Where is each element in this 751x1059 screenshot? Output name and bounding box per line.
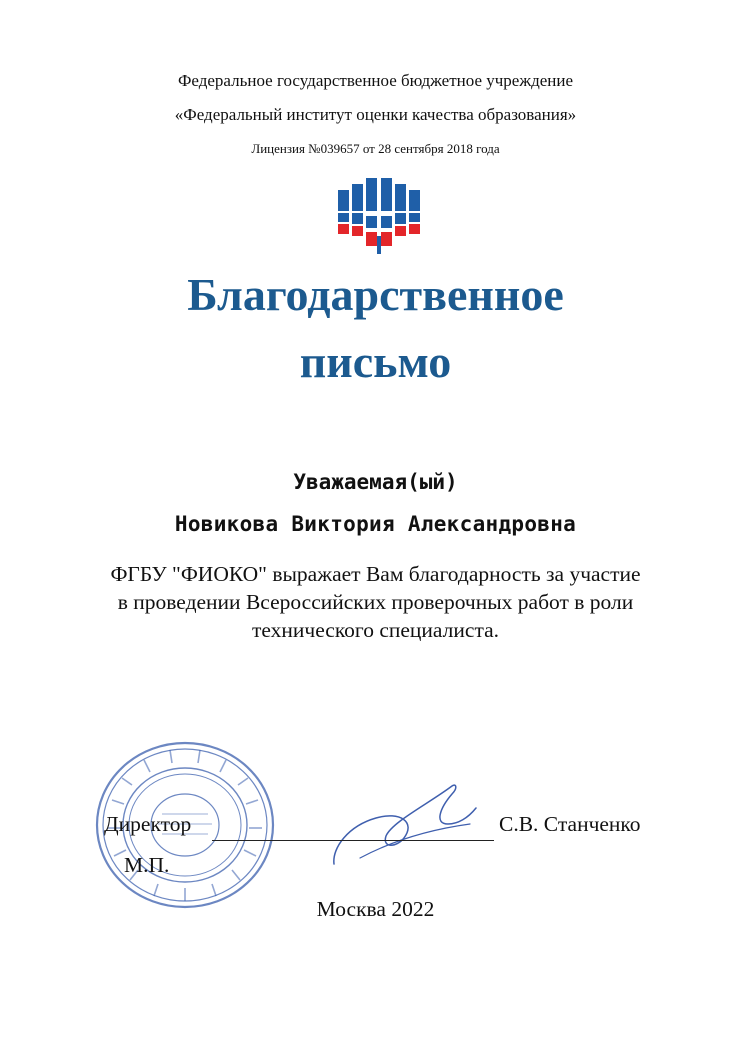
- organization-line-2: «Федеральный институт оценки качества образования»: [174, 105, 577, 124]
- license-line: Лицензия №039657 от 28 сентября 2018 года: [251, 141, 500, 156]
- recipient-name: Новикова Виктория Александровна: [174, 512, 577, 536]
- body-line-2: в проведении Всероссийских проверочных работ в роли: [117, 590, 634, 614]
- body-line-3: технического специалиста.: [251, 618, 500, 642]
- city-year: Москва 2022: [316, 897, 435, 921]
- seal-mark-label: М.П.: [124, 853, 170, 877]
- document-title-line-2: письмо: [299, 336, 452, 387]
- greeting: Уважаемая(ый): [293, 470, 458, 494]
- document-title-line-1: Благодарственное: [187, 269, 564, 320]
- director-label: Директор: [104, 812, 192, 836]
- signer-name: С.В. Станченко: [499, 812, 641, 836]
- body-line-1: ФГБУ "ФИОКО" выражает Вам благодарность за участие: [110, 562, 641, 586]
- fioko-logo-icon: [336, 176, 422, 254]
- body-paragraph: [0, 560, 751, 644]
- signature-image: [330, 778, 480, 868]
- organization-line-1: Федеральное государственное бюджетное учреждение: [177, 71, 574, 90]
- signature-line: [212, 840, 494, 841]
